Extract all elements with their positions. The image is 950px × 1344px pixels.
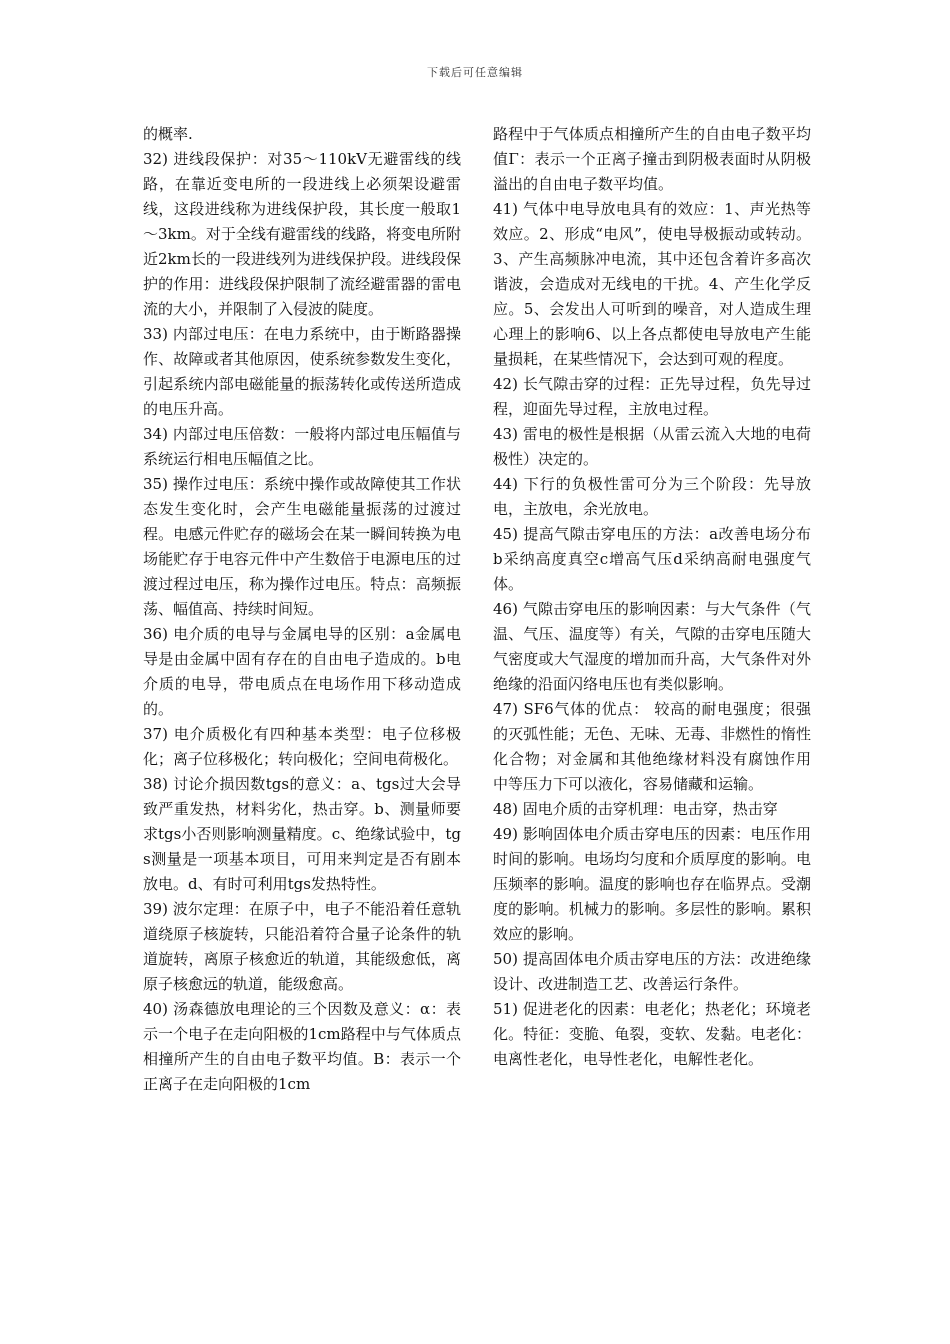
paragraph: 45) 提高气隙击穿电压的方法：a改善电场分布b采纳高度真空c增高气压d采纳高耐电强度气体。 (493, 525, 811, 593)
paragraph: 41) 气体中电导放电具有的效应：1、声光热等效应。2、形成“电风”，使电导极振动或转动。3、产生高频脉冲电流，其中还包含着许多高次谐波，会造成对无线电的干扰。4、产生化学反应。5、会发出人可听到的噪音，对人造成生理心理上的影响6、以上各点都使电导放电产生能量损耗，在某些情况下，会达到可观的程度。 (493, 200, 811, 368)
paragraph: 46) 气隙击穿电压的影响因素：与大气条件（气温、气压、温度等）有关，气隙的击穿电压随大气密度或大气湿度的增加而升高，大气条件对外绝缘的沿面闪络电压也有类似影响。 (493, 600, 811, 693)
paragraph: 42) 长气隙击穿的过程：正先导过程，负先导过程，迎面先导过程，主放电过程。 (493, 375, 811, 418)
paragraph: 48) 固电介质的击穿机理：电击穿，热击穿 (493, 800, 778, 818)
paragraph: 34) 内部过电压倍数：一般将内部过电压幅值与系统运行相电压幅值之比。 (143, 425, 461, 468)
paragraph: 44) 下行的负极性雷可分为三个阶段：先导放电，主放电，余光放电。 (493, 475, 811, 518)
paragraph: 47) SF6气体的优点： 较高的耐电强度；很强的灭弧性能；无色、无味、无毒、非燃性的惰性化合物；对金属和其他绝缘材料没有腐蚀作用 中等压力下可以液化，容易储藏和运输。 (493, 700, 811, 793)
paragraph: 49) 影响固体电介质击穿电压的因素：电压作用时间的影响。电场均匀度和介质厚度的影响。电压频率的影响。温度的影响也存在临界点。受潮度的影响。机械力的影响。多层性的影响。累积效应的影响。 (493, 825, 811, 943)
paragraph: 的概率. (143, 125, 193, 143)
paragraph: 51) 促进老化的因素：电老化；热老化；环境老化。特征：变脆、龟裂，变软、发黏。电老化：电离性老化，电导性老化，电解性老化。 (493, 1000, 811, 1068)
left-column (143, 122, 461, 1097)
paragraph: 路程中于气体质点相撞所产生的自由电子数平均值Γ：表示一个正离子撞击到阴极表面时从阴极溢出的自由电子数平均值。 (493, 125, 811, 193)
paragraph: 43) 雷电的极性是根据（从雷云流入大地的电荷极性）决定的。 (493, 425, 811, 468)
right-column (493, 122, 811, 1072)
paragraph: 32) 进线段保护：对35～110kV无避雷线的线路，在靠近变电所的一段进线上必须架设避雷线，这段进线称为进线保护段，其长度一般取1～3km。对于全线有避雷线的线路，将变电所附近2km长的一段进线列为进线保护段。进线段保护的作用：进线段保护限制了流经避雷器的雷电流的大小，并限制了入侵波的陡度。 (143, 150, 461, 318)
paragraph: 35) 操作过电压：系统中操作或故障使其工作状态发生变化时，会产生电磁能量振荡的过渡过程。电感元件贮存的磁场会在某一瞬间转换为电场能贮存于电容元件中产生数倍于电源电压的过渡过程过电压，称为操作过电压。特点：高频振荡、幅值高、持续时间短。 (143, 475, 461, 618)
paragraph: 39) 波尔定理：在原子中，电子不能沿着任意轨道绕原子核旋转，只能沿着符合量子论条件的轨道旋转，离原子核愈近的轨道，其能级愈低，离原子核愈远的轨道，能级愈高。 (143, 900, 461, 993)
paragraph: 33) 内部过电压：在电力系统中，由于断路器操作、故障或者其他原因，使系统参数发生变化，引起系统内部电磁能量的振荡转化或传送所造成的电压升高。 (143, 325, 461, 418)
paragraph: 40) 汤森德放电理论的三个因数及意义：α：表示一个电子在走向阳极的1cm路程中与气体质点相撞所产生的自由电子数平均值。B：表示一个正离子在走向阳极的1cm (143, 1000, 461, 1093)
paragraph: 38) 讨论介损因数tgs的意义：a、tgs过大会导致严重发热，材料劣化，热击穿。b、测量师要求tgs小否则影响测量精度。c、绝缘试验中，tgs测量是一项基本项目，可用来判定是否有剧本放电。d、有时可利用tgs发热特性。 (143, 775, 461, 893)
page-header: 下载后可任意编辑 (427, 66, 523, 79)
paragraph: 36) 电介质的电导与金属电导的区别：a金属电导是由金属中固有存在的自由电子造成的。b电介质的电导，带电质点在电场作用下移动造成的。 (143, 625, 461, 718)
paragraph: 50) 提高固体电介质击穿电压的方法：改进绝缘设计、改进制造工艺、改善运行条件。 (493, 950, 811, 993)
paragraph: 37) 电介质极化有四种基本类型：电子位移极化；离子位移极化；转向极化；空间电荷极化。 (143, 725, 461, 768)
